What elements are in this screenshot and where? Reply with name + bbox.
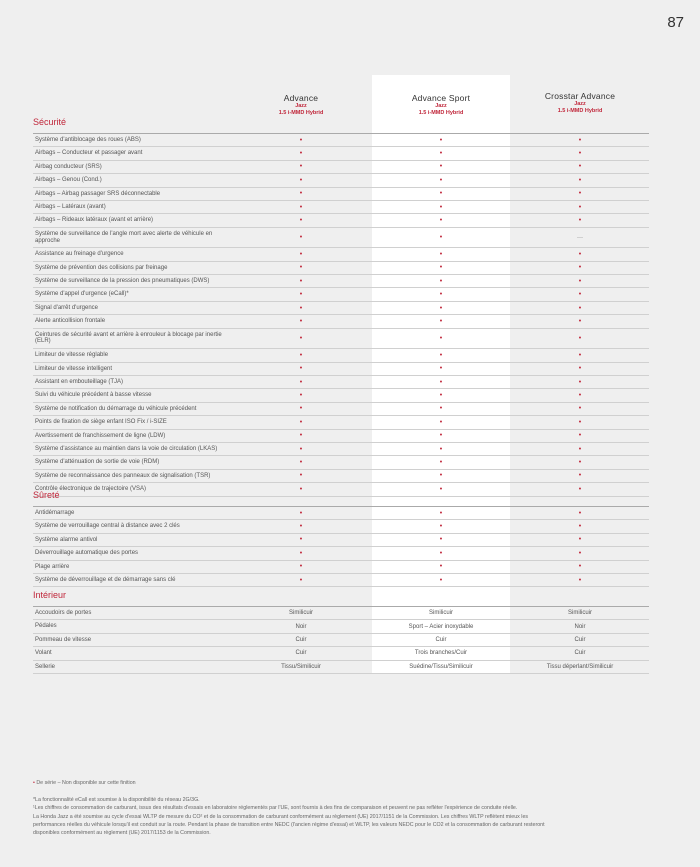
- standard-mark: •: [299, 392, 303, 400]
- standard-mark: •: [299, 509, 303, 517]
- standard-mark: •: [439, 163, 443, 171]
- standard-mark: •: [578, 392, 582, 400]
- table-row: [33, 275, 649, 288]
- standard-mark: •: [439, 264, 443, 272]
- feature-label: Système de reconnaissance des panneaux de signalisation (TSR): [35, 472, 211, 479]
- feature-label: Déverrouillage automatique des portes: [35, 550, 139, 557]
- column-model: Advance: [283, 93, 319, 103]
- feature-label: Avertissement de franchissement de ligne (LDW): [35, 432, 166, 439]
- table-row: [33, 134, 649, 147]
- standard-mark: •: [578, 523, 582, 531]
- column-sub: Jazz: [574, 101, 586, 107]
- legend: [33, 779, 553, 787]
- table-row: [33, 228, 649, 249]
- standard-mark: •: [439, 445, 443, 453]
- feature-label: Airbags – Conducteur et passager avant: [35, 150, 143, 157]
- table-row: [33, 547, 649, 560]
- standard-mark: •: [299, 536, 303, 544]
- column-model: Advance Sport: [411, 93, 471, 103]
- column-sub: Jazz: [295, 103, 307, 109]
- feature-label: Airbags – Rideaux latéraux (avant et arrière): [35, 217, 154, 224]
- page-number: 87: [667, 14, 684, 31]
- feature-label: Pommeau de vitesse: [35, 636, 92, 643]
- value-cell: Cuir: [574, 636, 586, 643]
- table-row: [33, 647, 649, 660]
- feature-label: Assistant en embouteillage (TJA): [35, 378, 124, 385]
- standard-mark: •: [578, 563, 582, 571]
- standard-mark: •: [578, 163, 582, 171]
- feature-label: Système d'atténuation de sortie de voie (RDM): [35, 459, 160, 466]
- feature-label: Système de surveillance de la pression des pneumatiques (DWS): [35, 278, 210, 285]
- standard-mark: •: [578, 365, 582, 373]
- standard-mark: •: [439, 563, 443, 571]
- standard-mark: •: [439, 536, 443, 544]
- standard-mark: •: [299, 190, 303, 198]
- table-row: [33, 363, 649, 376]
- column-header-advance-sport: [372, 93, 510, 116]
- standard-mark: •: [578, 277, 582, 285]
- table-row: [33, 634, 649, 647]
- standard-mark: •: [299, 150, 303, 158]
- standard-mark: •: [299, 445, 303, 453]
- section-title: Intérieur: [33, 590, 67, 600]
- standard-mark: •: [439, 365, 443, 373]
- standard-mark: •: [578, 217, 582, 225]
- feature-label: Plage arrière: [35, 563, 70, 570]
- table-row: [33, 520, 649, 533]
- value-cell: Cuir: [574, 650, 586, 657]
- standard-mark: •: [439, 432, 443, 440]
- standard-mark: •: [578, 176, 582, 184]
- standard-mark: •: [578, 136, 582, 144]
- standard-mark: •: [299, 378, 303, 386]
- feature-label: Système alarme antivol: [35, 536, 98, 543]
- standard-mark: •: [439, 392, 443, 400]
- standard-mark: •: [299, 234, 303, 242]
- standard-mark: •: [299, 405, 303, 413]
- standard-mark: •: [439, 203, 443, 211]
- feature-label: Airbags – Latéraux (avant): [35, 203, 106, 210]
- standard-mark: •: [299, 485, 303, 493]
- standard-mark: •: [439, 291, 443, 299]
- standard-mark: •: [578, 264, 582, 272]
- value-cell: Cuir: [435, 636, 447, 643]
- value-cell: Similicuir: [289, 610, 313, 617]
- standard-mark: •: [439, 418, 443, 426]
- value-cell: Suédine/Tissu/Similicuir: [409, 663, 473, 670]
- standard-mark: •: [299, 250, 303, 258]
- feature-label: Système d'antiblocage des roues (ABS): [35, 136, 141, 143]
- feature-label: Airbags – Genou (Cond.): [35, 177, 102, 184]
- standard-mark: •: [299, 549, 303, 557]
- feature-label: Suivi du véhicule précédent à basse vitesse: [35, 392, 152, 399]
- table-row: [33, 174, 649, 187]
- table-row: [33, 147, 649, 160]
- feature-label: Système de verrouillage central à distance avec 2 clés: [35, 523, 180, 530]
- standard-mark: •: [578, 351, 582, 359]
- feature-label: Limiteur de vitesse intelligent: [35, 365, 113, 372]
- na-symbol: –: [57, 780, 61, 786]
- standard-mark: •: [439, 472, 443, 480]
- column-sub: 1.5 i-MMD Hybrid: [278, 109, 324, 116]
- footnotes: [33, 796, 553, 837]
- standard-mark: •: [439, 459, 443, 467]
- standard-mark: •: [299, 459, 303, 467]
- feature-label: Système de surveillance de l'angle mort avec alerte de véhicule en approche: [35, 231, 213, 244]
- standard-mark: •: [439, 304, 443, 312]
- feature-label: Sellerie: [35, 663, 56, 670]
- feature-label: Limiteur de vitesse réglable: [35, 352, 109, 359]
- feature-label: Airbags – Airbag passager SRS déconnectable: [35, 190, 161, 197]
- value-cell: Noir: [295, 623, 307, 630]
- standard-mark: •: [299, 176, 303, 184]
- standard-mark: •: [299, 576, 303, 584]
- standard-mark: •: [299, 472, 303, 480]
- feature-label: Système d'appel d'urgence (eCall)*: [35, 291, 129, 298]
- standard-mark: •: [299, 334, 303, 342]
- feature-label: Signal d'arrêt d'urgence: [35, 304, 98, 311]
- standard-mark: •: [299, 163, 303, 171]
- standard-mark: •: [578, 304, 582, 312]
- section-title: Sûreté: [33, 490, 60, 500]
- table-row: [33, 403, 649, 416]
- footnote: ¹Les chiffres de consommation de carburant, issus des résultats d'essais en laboratoire réglementés par l'UE, sont fournis à des fins de comparaison et peuvent ne pas refléter l'expérience de conduite réelle.: [33, 805, 518, 812]
- standard-mark: •: [439, 136, 443, 144]
- table-row: [33, 534, 649, 547]
- column-sub: Jazz: [435, 103, 447, 109]
- standard-mark: •: [439, 523, 443, 531]
- standard-mark: •: [439, 250, 443, 258]
- standard-mark: •: [439, 351, 443, 359]
- feature-label: Système d'assistance au maintien dans la voie de circulation (LKAS): [35, 445, 218, 452]
- table-row: [33, 443, 649, 456]
- table-row: [33, 201, 649, 214]
- table-row: [33, 329, 649, 350]
- footnote: *La fonctionnalité eCall est soumise à la disponibilité du réseau 2G/3G.: [33, 797, 200, 803]
- standard-mark: •: [578, 576, 582, 584]
- feature-label: Pédales: [35, 623, 57, 630]
- value-cell: Similicuir: [568, 610, 592, 617]
- standard-mark: •: [578, 418, 582, 426]
- standard-mark: •: [299, 136, 303, 144]
- table-row: [33, 302, 649, 315]
- standard-mark: •: [299, 563, 303, 571]
- standard-mark: •: [439, 485, 443, 493]
- standard-mark: •: [578, 190, 582, 198]
- column-header-crosstar-advance: [511, 91, 649, 114]
- footnote: La Honda Jazz a été soumise au cycle d'essai WLTP de mesure du CO² et de la consommation de carburant conformément au règlement (UE) 2017/1151 de la Commission. Les chiffres WLTP reflètent mieux les performances réelles du véhicule lorsqu'il est conduit sur la route. Pendant la phase de transition entre NEDC (l'ancien régime d'essai) et WLTP, les valeurs NEDC pour le CO2 et la consommation de carburant resteront disponibles conformément au règlement (UE) 2017/1153 de la Commission.: [33, 813, 545, 837]
- standard-mark: •: [299, 523, 303, 531]
- standard-mark: •: [299, 432, 303, 440]
- section-title: Sécurité: [33, 117, 67, 127]
- standard-mark: •: [439, 549, 443, 557]
- value-cell: Sport – Acier inoxydable: [408, 623, 474, 630]
- standard-mark: •: [578, 445, 582, 453]
- table-row: [33, 620, 649, 633]
- column-sub: 1.5 i-MMD Hybrid: [418, 109, 464, 116]
- feature-label: Contrôle électronique de trajectoire (VSA): [35, 486, 147, 493]
- table-row: [33, 289, 649, 302]
- standard-mark: •: [578, 472, 582, 480]
- column-header-advance: [232, 93, 370, 116]
- standard-mark: •: [578, 250, 582, 258]
- value-cell: Tissu/Similicuir: [281, 663, 321, 670]
- value-cell: Tissu déperlant/Similicuir: [546, 663, 614, 670]
- standard-mark: •: [578, 203, 582, 211]
- standard-mark: •: [439, 378, 443, 386]
- table-row: [33, 561, 649, 574]
- table-row: [33, 507, 649, 520]
- standard-mark: •: [439, 334, 443, 342]
- table-row: [33, 376, 649, 389]
- feature-label: Système de déverrouillage et de démarrage sans clé: [35, 576, 176, 583]
- not-available-mark: —: [577, 234, 583, 241]
- standard-mark: •: [578, 317, 582, 325]
- feature-label: Volant: [35, 650, 52, 657]
- value-cell: Trois branches/Cuir: [414, 650, 468, 657]
- standard-mark: •: [299, 317, 303, 325]
- table-row: [33, 214, 649, 227]
- standard-mark: •: [578, 150, 582, 158]
- standard-mark: •: [578, 536, 582, 544]
- feature-label: Airbag conducteur (SRS): [35, 163, 102, 170]
- standard-mark: •: [578, 459, 582, 467]
- standard-mark: •: [578, 334, 582, 342]
- table-row: [33, 470, 649, 483]
- standard-mark: •: [578, 485, 582, 493]
- standard-mark: •: [299, 203, 303, 211]
- standard-mark: •: [299, 418, 303, 426]
- standard-mark: •: [299, 365, 303, 373]
- value-cell: Noir: [574, 623, 586, 630]
- table-row: [33, 248, 649, 261]
- standard-mark: •: [439, 405, 443, 413]
- standard-mark: •: [578, 291, 582, 299]
- feature-label: Accoudoirs de portes: [35, 609, 92, 616]
- feature-label: Assistance au freinage d'urgence: [35, 251, 124, 258]
- value-cell: Cuir: [295, 636, 307, 643]
- table-row: [33, 456, 649, 469]
- feature-label: Système de notification du démarrage du véhicule précédent: [35, 405, 197, 412]
- standard-mark: •: [439, 150, 443, 158]
- standard-mark: •: [299, 351, 303, 359]
- standard-mark: •: [439, 576, 443, 584]
- standard-mark: •: [578, 432, 582, 440]
- standard-mark: •: [439, 234, 443, 242]
- table-row: [33, 574, 649, 587]
- standard-mark: •: [578, 549, 582, 557]
- feature-label: Alerte anticollision frontale: [35, 318, 106, 325]
- table-row: [33, 389, 649, 402]
- table-row: [33, 607, 649, 620]
- standard-mark: •: [439, 176, 443, 184]
- standard-mark: •: [578, 405, 582, 413]
- standard-mark: •: [299, 264, 303, 272]
- standard-mark: •: [578, 378, 582, 386]
- standard-mark: •: [299, 217, 303, 225]
- table-row: [33, 349, 649, 362]
- standard-mark: •: [578, 509, 582, 517]
- standard-label: De série: [36, 780, 57, 786]
- standard-mark: •: [439, 317, 443, 325]
- table-row: [33, 661, 649, 674]
- standard-mark: •: [299, 304, 303, 312]
- feature-label: Système de prévention des collisions par freinage: [35, 264, 168, 271]
- standard-mark: •: [439, 277, 443, 285]
- standard-mark: •: [439, 509, 443, 517]
- table-row: [33, 161, 649, 174]
- table-row: [33, 430, 649, 443]
- value-cell: Similicuir: [429, 610, 453, 617]
- standard-mark: •: [299, 277, 303, 285]
- column-sub: 1.5 i-MMD Hybrid: [557, 107, 603, 114]
- na-label: Non disponible sur cette finition: [62, 780, 136, 786]
- table-row: [33, 416, 649, 429]
- standard-mark: •: [439, 217, 443, 225]
- table-row: [33, 188, 649, 201]
- value-cell: Cuir: [295, 650, 307, 657]
- feature-label: Points de fixation de siège enfant ISO Fix / i-SIZE: [35, 419, 167, 426]
- standard-symbol: •: [33, 780, 35, 786]
- standard-mark: •: [439, 190, 443, 198]
- table-row: [33, 315, 649, 328]
- feature-label: Ceintures de sécurité avant et arrière à enrouleur à blocage par inertie (ELR): [35, 331, 222, 345]
- column-model: Crosstar Advance: [544, 91, 616, 101]
- feature-label: Antidémarrage: [35, 509, 75, 516]
- standard-mark: •: [299, 291, 303, 299]
- table-row: [33, 262, 649, 275]
